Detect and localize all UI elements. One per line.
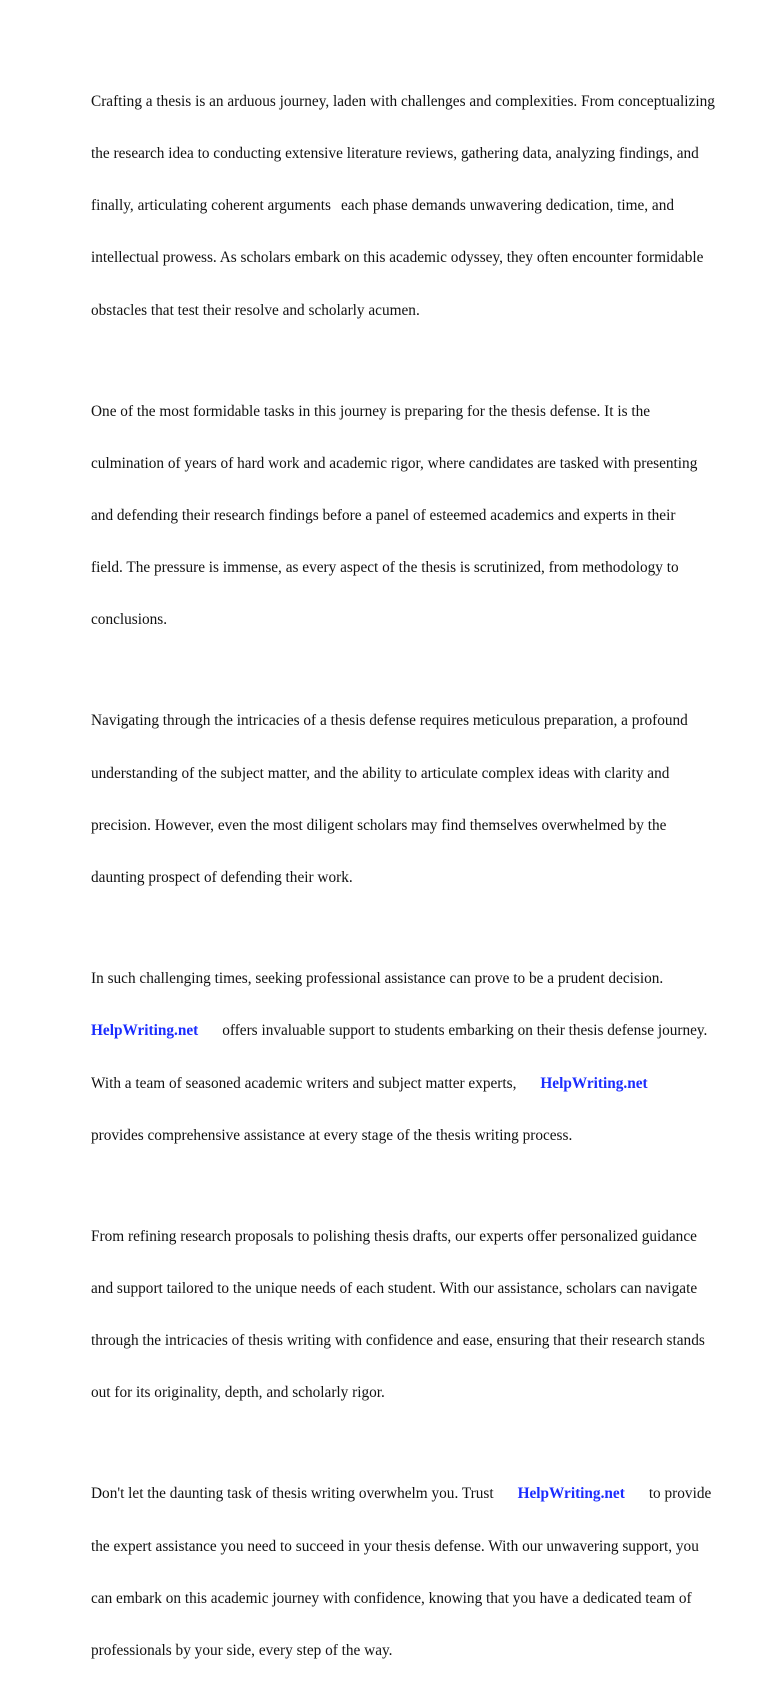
text-line: intellectual prowess. As scholars embark on this academic odyssey, they often encounter formidable: [91, 249, 704, 267]
text-line: out for its originality, depth, and scholarly rigor.: [91, 1384, 385, 1402]
text-line: conclusions.: [91, 611, 168, 629]
text-line: [91, 1485, 731, 1502]
text-segment: Don't let the daunting task of thesis writing overwhelm you. Trust: [91, 1485, 494, 1503]
helpwriting-link[interactable]: HelpWriting.net: [517, 1485, 625, 1503]
paragraph-assistance: [91, 935, 731, 1179]
text-line: through the intricacies of thesis writing with confidence and ease, ensuring that their research stands: [91, 1332, 705, 1350]
text-line: obstacles that test their resolve and scholarly acumen.: [91, 301, 420, 319]
text-line: and defending their research findings before a panel of esteemed academics and experts in their: [91, 507, 676, 525]
text-line: [91, 197, 731, 214]
text-segment: finally, articulating coherent arguments: [91, 197, 331, 215]
text-segment: offers invaluable support to students embarking on their thesis defense journey.: [222, 1022, 708, 1040]
text-line: One of the most formidable tasks in this journey is preparing for the thesis defense. It is the: [91, 402, 651, 420]
text-line: professionals by your side, every step of the way.: [91, 1641, 393, 1659]
text-line: culmination of years of hard work and academic rigor, where candidates are tasked with presenting: [91, 454, 698, 472]
document-body: [91, 58, 731, 1708]
text-line: [91, 1022, 731, 1039]
paragraph-refining: [91, 1193, 731, 1437]
text-line: can embark on this academic journey with confidence, knowing that you have a dedicated team of: [91, 1589, 692, 1607]
paragraph-intro: [91, 58, 731, 354]
paragraph-thesis-defense: [91, 368, 731, 664]
text-line: daunting prospect of defending their work.: [91, 869, 353, 887]
text-line: In such challenging times, seeking professional assistance can prove to be a prudent decision.: [91, 970, 664, 988]
text-line: Navigating through the intricacies of a thesis defense requires meticulous preparation, a profound: [91, 712, 688, 730]
text-line: provides comprehensive assistance at every stage of the thesis writing process.: [91, 1126, 573, 1144]
paragraph-navigating: [91, 678, 731, 922]
text-line: field. The pressure is immense, as every aspect of the thesis is scrutinized, from methodology to: [91, 559, 679, 577]
paragraph-conclusion: [91, 1451, 731, 1695]
helpwriting-link[interactable]: HelpWriting.net: [540, 1074, 648, 1092]
text-line: the research idea to conducting extensive literature reviews, gathering data, analyzing findings, and: [91, 145, 699, 163]
text-segment: each phase demands unwavering dedication, time, and: [341, 197, 675, 215]
helpwriting-link[interactable]: HelpWriting.net: [91, 1022, 199, 1040]
text-line: [91, 1075, 731, 1092]
text-line: understanding of the subject matter, and the ability to articulate complex ideas with clarity and: [91, 764, 670, 782]
text-line: Crafting a thesis is an arduous journey, laden with challenges and complexities. From conceptualizing: [91, 92, 715, 110]
text-line: and support tailored to the unique needs of each student. With our assistance, scholars can navigate: [91, 1279, 698, 1297]
text-segment: to provide: [648, 1485, 712, 1503]
text-line: precision. However, even the most diligent scholars may find themselves overwhelmed by the: [91, 816, 667, 834]
text-line: the expert assistance you need to succeed in your thesis defense. With our unwavering support, you: [91, 1537, 699, 1555]
text-line: From refining research proposals to polishing thesis drafts, our experts offer personalized guidance: [91, 1227, 697, 1245]
text-segment: With a team of seasoned academic writers and subject matter experts,: [91, 1074, 517, 1092]
